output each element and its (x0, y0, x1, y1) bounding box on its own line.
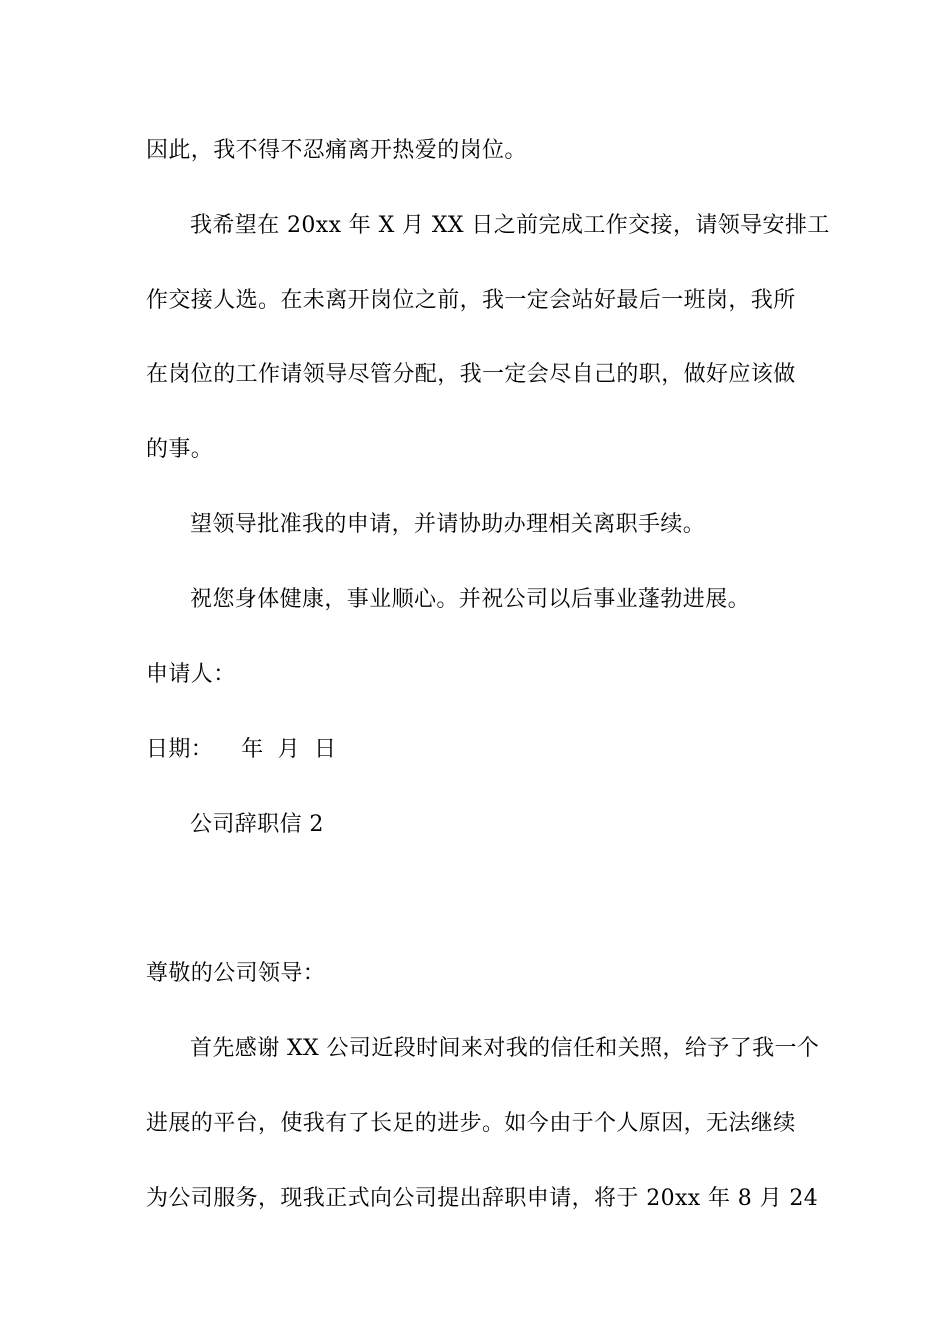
date-day: 日 (314, 737, 337, 762)
paragraph-line: 作交接人选。在未离开岗位之前，我一定会站好最后一班岗，我所 (146, 288, 796, 313)
section-heading: 公司辞职信 2 (190, 812, 324, 837)
paragraph-line: 祝您身体健康，事业顺心。并祝公司以后事业蓬勃进展。 (190, 587, 751, 612)
applicant-label: 申请人： (146, 662, 236, 687)
paragraph-line: 的事。 (146, 437, 214, 462)
date-month: 月 (277, 737, 301, 762)
date-line (146, 735, 336, 765)
paragraph-line: 望领导批准我的申请，并请协助办理相关离职手续。 (190, 512, 706, 537)
paragraph-line: 进展的平台，使我有了长足的进步。如今由于个人原因，无法继续 (146, 1111, 796, 1136)
date-year: 年 (241, 737, 264, 762)
paragraph-line: 我希望在 20xx 年 X 月 XX 日之前完成工作交接，请领导安排工 (190, 213, 830, 238)
paragraph-line: 首先感谢 XX 公司近段时间来对我的信任和关照，给予了我一个 (190, 1036, 820, 1061)
paragraph-line: 为公司服务，现我正式向公司提出辞职申请，将于 20xx 年 8 月 24 (146, 1186, 819, 1211)
salutation: 尊敬的公司领导： (146, 961, 326, 986)
date-label: 日期： (146, 737, 214, 762)
paragraph-line: 因此，我不得不忍痛离开热爱的岗位。 (146, 138, 527, 163)
paragraph-line: 在岗位的工作请领导尽管分配，我一定会尽自己的职，做好应该做 (146, 362, 796, 387)
